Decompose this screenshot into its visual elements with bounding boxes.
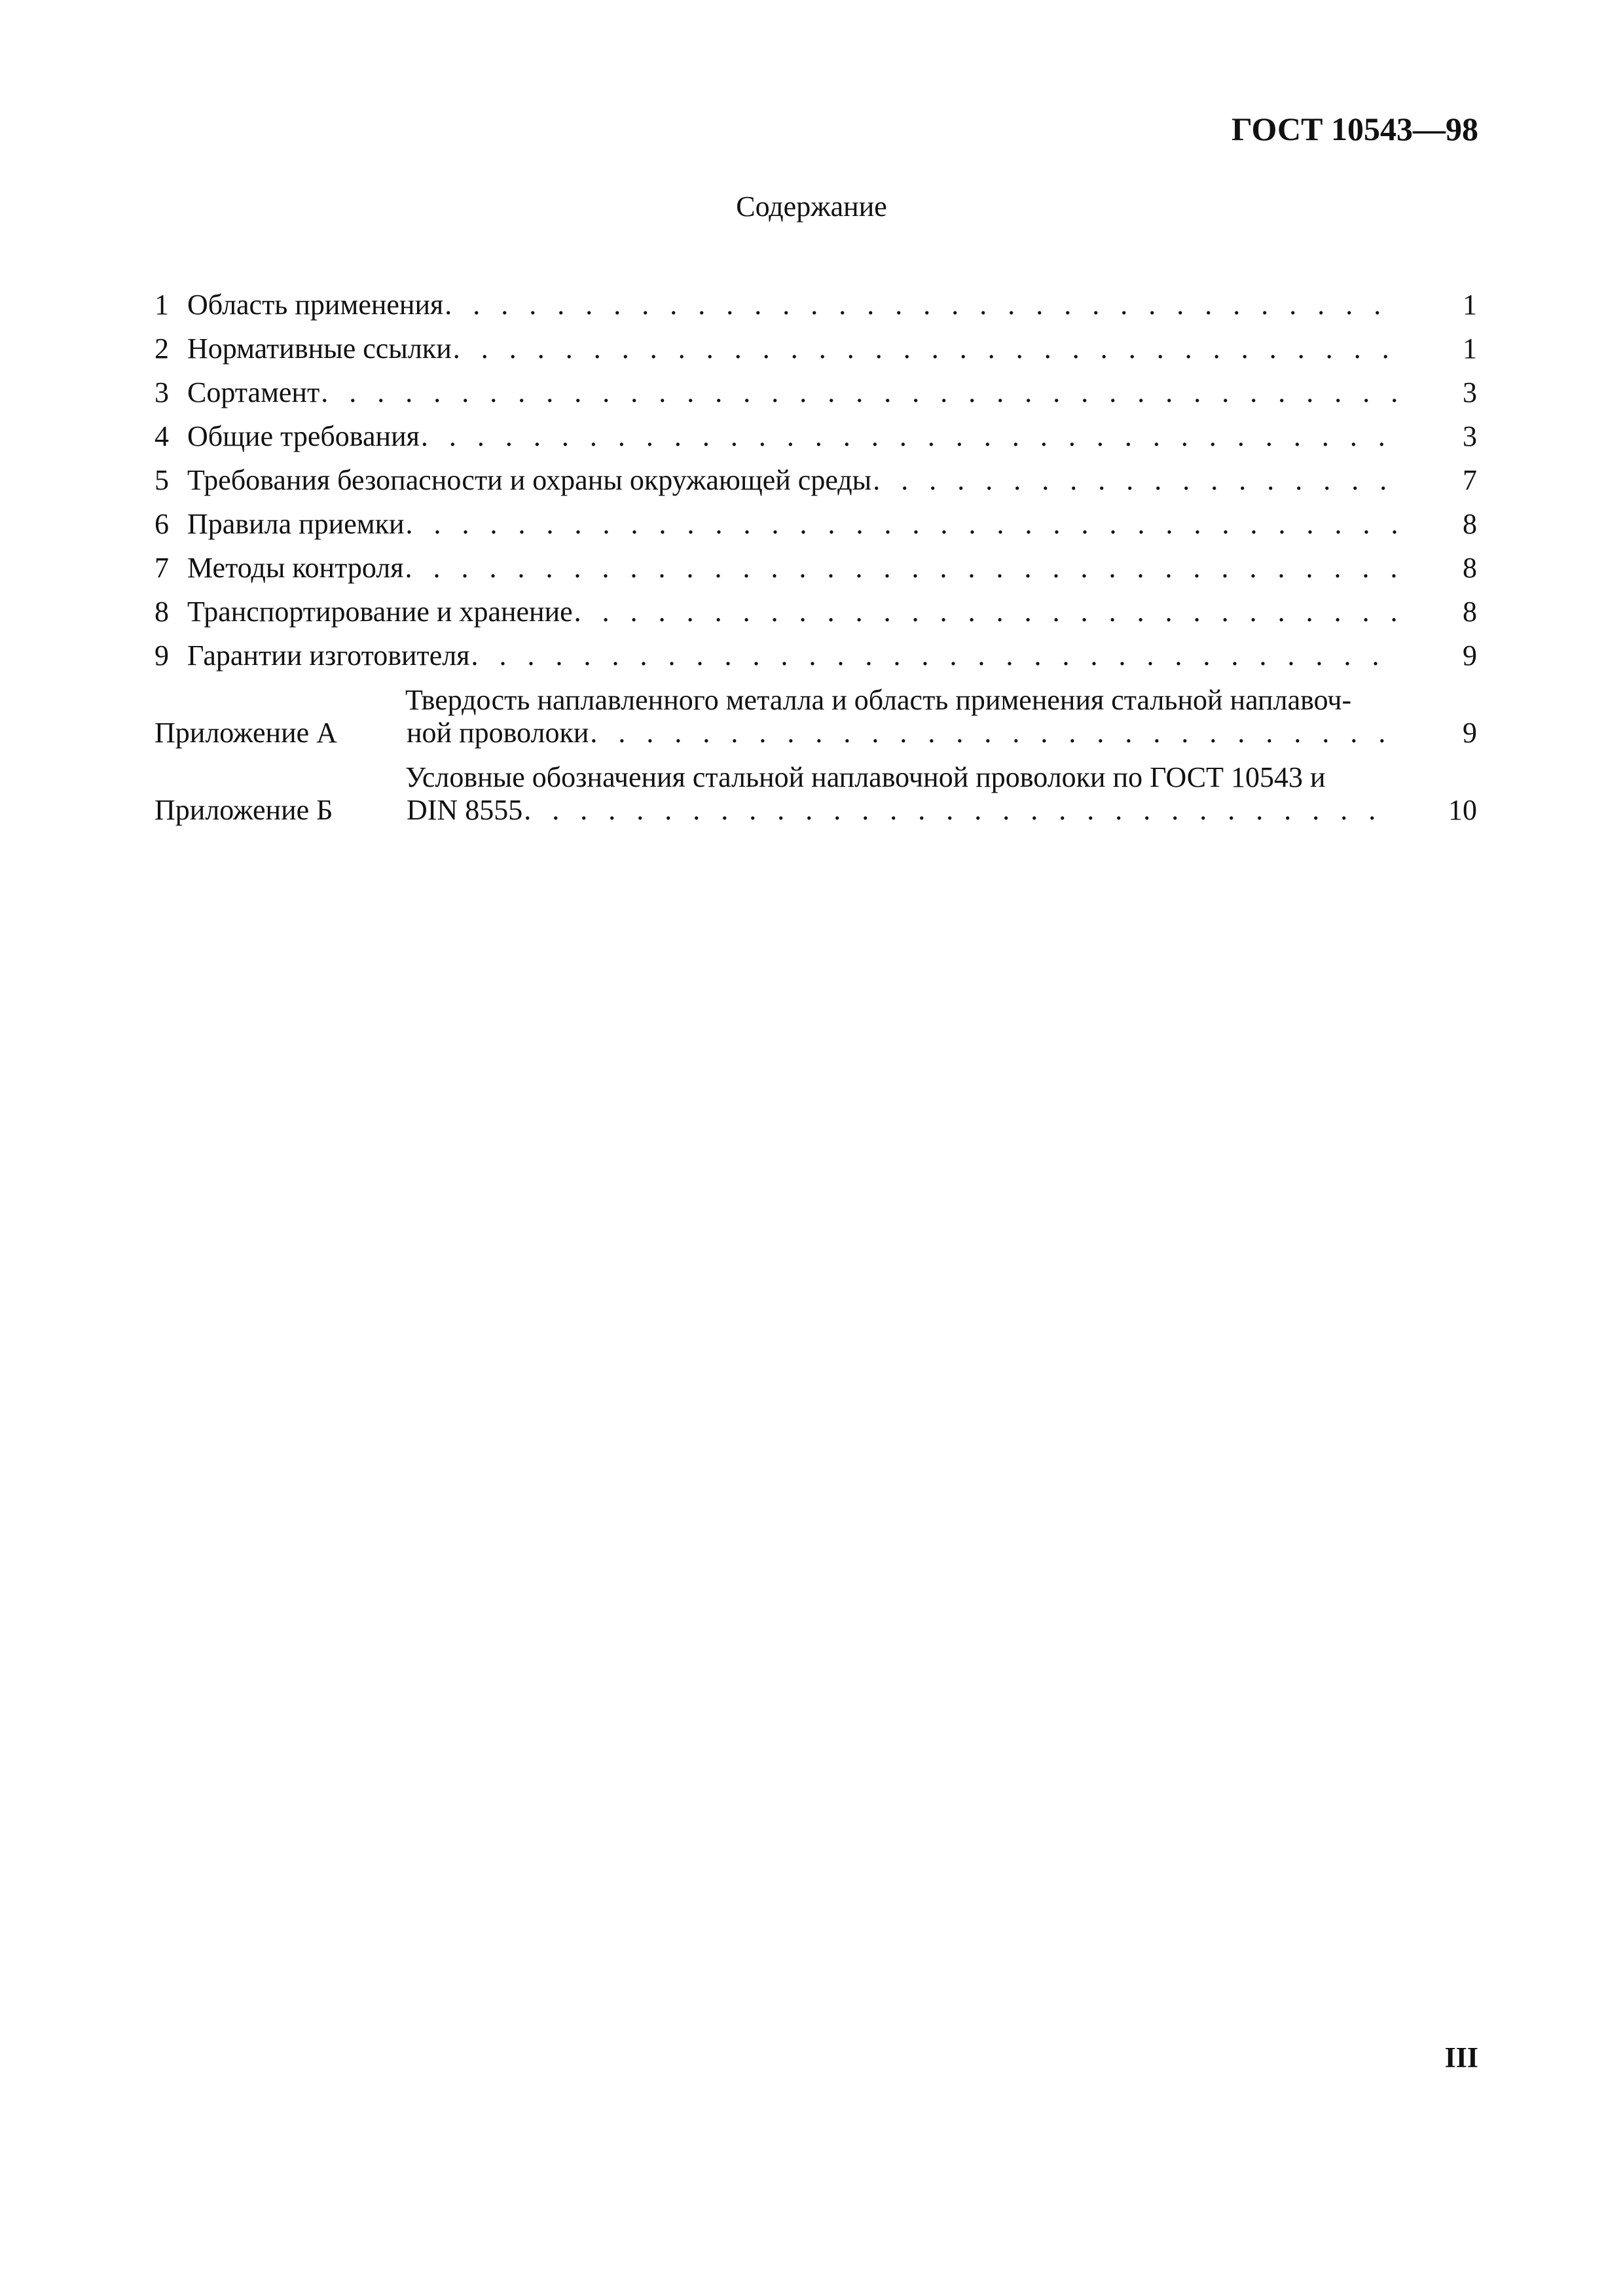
toc-item-title: Область применения — [187, 289, 444, 321]
toc-item[interactable] — [155, 366, 1477, 410]
toc-item-page: 8 — [1463, 596, 1477, 628]
toc-item[interactable] — [155, 629, 1477, 673]
appendix-page: 9 — [1463, 717, 1477, 749]
toc-item-number: 3 — [155, 376, 169, 409]
toc-item-page: 7 — [1463, 464, 1477, 497]
toc-item[interactable] — [155, 497, 1477, 541]
toc-item-number: 7 — [155, 552, 169, 584]
dot-leader — [406, 508, 1398, 541]
toc-item-title: Правила приемки — [187, 508, 405, 541]
toc-item-page: 3 — [1463, 420, 1477, 453]
toc-item[interactable] — [155, 278, 1477, 322]
toc-item-page: 3 — [1463, 376, 1477, 409]
table-of-contents — [155, 278, 1477, 827]
toc-item-number: 6 — [155, 508, 169, 541]
appendix-title-line-1: Твердость наплавленного металла и область применения стальной наплавоч- — [405, 683, 1352, 716]
toc-item-title: Требования безопасности и охраны окружающей среды — [187, 464, 872, 497]
toc-item-page: 8 — [1463, 508, 1477, 541]
toc-item-title: Нормативные ссылки — [187, 332, 452, 365]
toc-item[interactable] — [155, 541, 1477, 585]
toc-item-number: 4 — [155, 420, 169, 453]
dot-leader — [421, 420, 1398, 454]
dot-leader — [321, 376, 1398, 410]
toc-item-title: Общие требования — [187, 420, 420, 453]
toc-item-title: Транспортирование и хранение — [187, 596, 573, 628]
toc-item[interactable] — [155, 454, 1477, 497]
dot-leader — [405, 552, 1398, 585]
appendix-title-line-1: Условные обозначения стальной наплавочной проволоки по ГОСТ 10543 и — [405, 761, 1326, 793]
toc-item-number: 2 — [155, 332, 169, 365]
toc-item-page: 8 — [1463, 552, 1477, 584]
dot-leader — [590, 717, 1398, 750]
toc-appendix-a[interactable] — [155, 673, 1477, 750]
toc-item-title: Сортамент — [187, 376, 320, 409]
toc-item-number: 1 — [155, 289, 169, 321]
toc-item[interactable] — [155, 410, 1477, 454]
toc-item[interactable] — [155, 322, 1477, 366]
toc-item-number: 9 — [155, 639, 169, 672]
dot-leader — [873, 464, 1398, 497]
dot-leader — [524, 794, 1398, 827]
appendix-title-line-2: ной проволоки — [407, 717, 589, 749]
dot-leader — [574, 596, 1398, 629]
toc-item-page: 1 — [1463, 289, 1477, 321]
appendix-label: Приложение Б — [155, 794, 333, 827]
document-code: ГОСТ 10543—98 — [1231, 111, 1478, 147]
toc-item[interactable] — [155, 585, 1477, 629]
dot-leader — [453, 332, 1398, 366]
toc-item-title: Гарантии изготовителя — [187, 639, 470, 672]
page-number: III — [1444, 2041, 1478, 2073]
toc-item-number: 5 — [155, 464, 169, 497]
toc-appendix-b[interactable] — [155, 750, 1477, 827]
dot-leader — [445, 289, 1398, 322]
toc-item-page: 9 — [1463, 639, 1477, 672]
toc-item-title: Методы контроля — [187, 552, 404, 584]
toc-item-page: 1 — [1463, 332, 1477, 365]
appendix-title-line-2: DIN 8555 — [407, 794, 523, 827]
dot-leader — [471, 639, 1399, 673]
appendix-label: Приложение А — [155, 717, 337, 749]
toc-item-number: 8 — [155, 596, 169, 628]
toc-title: Содержание — [736, 190, 887, 223]
appendix-page: 10 — [1448, 794, 1477, 827]
